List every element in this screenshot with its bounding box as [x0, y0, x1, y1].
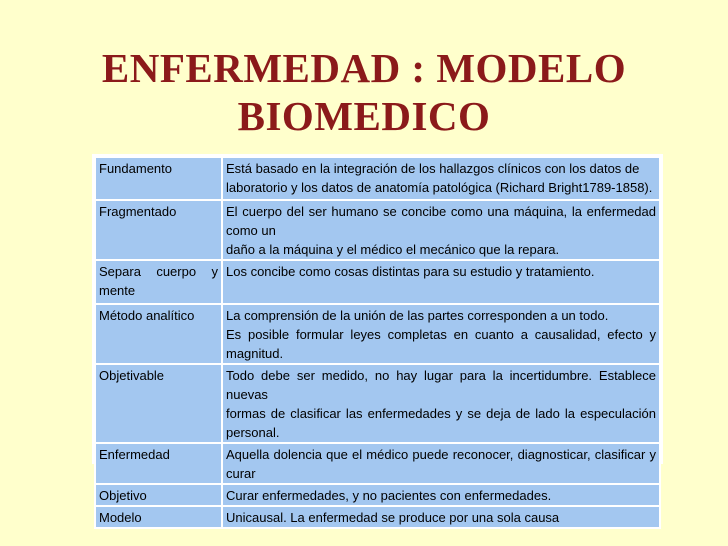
row-key-cell [95, 260, 222, 304]
value-line: Aquella dolencia que el médico puede reconocer, diagnosticar, clasificar y curar [226, 447, 656, 481]
value-line: Los concibe como cosas distintas para su estudio y tratamiento. [226, 264, 595, 279]
table-row [95, 200, 660, 260]
row-key-cell: Enfermedad [95, 443, 222, 484]
row-value-cell [222, 200, 660, 260]
table-row [95, 364, 660, 443]
value-line: Todo debe ser medido, no hay lugar para la incertidumbre. Establece nuevas [226, 368, 656, 402]
row-value-cell [222, 157, 660, 200]
value-line: laboratorio y los datos de anatomía patológica (Richard Bright1789-1858). [226, 180, 653, 195]
value-line: formas de clasificar las enfermedades y se deja de lado la especulación personal. [226, 406, 656, 440]
biomedical-model-table [94, 156, 661, 529]
table-row [95, 506, 660, 528]
row-key-line: mente [99, 283, 136, 298]
value-line: daño a la máquina y el médico el mecánico que la repara. [226, 242, 560, 257]
row-value-cell [222, 506, 660, 528]
slide-title-line-1: ENFERMEDAD : MODELO [101, 45, 627, 91]
row-key-cell: Método analítico [95, 304, 222, 364]
value-line: Unicausal. La enfermedad se produce por una sola causa [226, 510, 560, 525]
row-value-cell [222, 443, 660, 484]
value-line: El cuerpo del ser humano se concibe como una máquina, la enfermedad como un [226, 204, 656, 238]
table-row [95, 260, 660, 304]
biomedical-model-table-frame [92, 154, 663, 525]
value-line: La comprensión de la unión de las partes corresponden a un todo. [226, 308, 609, 323]
row-key-cell: Fundamento [95, 157, 222, 200]
table-row [95, 484, 660, 506]
slide-title-line-2: BIOMEDICO [237, 93, 491, 139]
value-line: Está basado en la integración de los hallazgos clínicos con los datos de [226, 161, 640, 176]
row-key-line: Separa cuerpo y [99, 264, 218, 279]
slide-title [0, 44, 728, 140]
row-key-cell: Objetivo [95, 484, 222, 506]
row-value-cell [222, 304, 660, 364]
table-row [95, 304, 660, 364]
table-row [95, 443, 660, 484]
row-key-cell: Modelo [95, 506, 222, 528]
row-value-cell [222, 364, 660, 443]
value-line: Es posible formular leyes completas en cuanto a causalidad, efecto y magnitud. [226, 327, 656, 361]
table-row [95, 157, 660, 200]
row-value-cell [222, 260, 660, 304]
row-key-cell: Objetivable [95, 364, 222, 443]
row-value-cell [222, 484, 660, 506]
row-key-cell: Fragmentado [95, 200, 222, 260]
value-line: Curar enfermedades, y no pacientes con enfermedades. [226, 488, 552, 503]
